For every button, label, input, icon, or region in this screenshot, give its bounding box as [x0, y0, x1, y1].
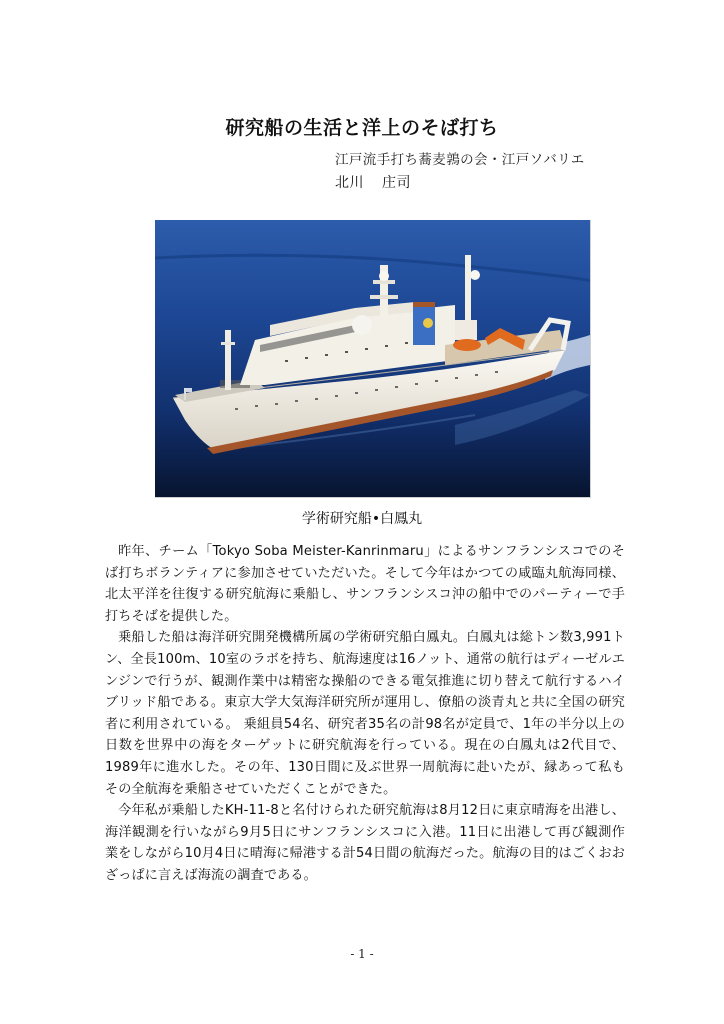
- paragraph-1: 昨年、チーム「Tokyo Soba Meister-Kanrinmaru」によるサンフランシスコでのそば打ちボランティアに参加させていただいた。そして今年はかつての咸臨丸航海同様、北太平洋を往復する研究航海に乗船し、サンフランシスコ沖の船中でのパーティーで手打ちそばを提供した。: [105, 544, 625, 624]
- ship-photo-illustration: [155, 220, 590, 497]
- article-body: [105, 541, 625, 887]
- paragraph-2: 乗船した船は海洋研究開発機構所属の学術研究船白鳳丸。白鳳丸は総トン数3,991トン、全長100m、10室のラボを持ち、航海速度は16ノット、通常の航行はディーゼルエンジンで行うが、観測作業中は精密な操船のできる電気推進に切り替えて航行するハイブリッド船である。東京大学大気海洋研究所が運用し、僚船の淡青丸と共に全国の研究者に利用されている。 乗組員54名、研究者35名の計98名が定員で、1年の半分以上の日数を世界中の海をターゲットに研究航海を行っている。現在の白鳳丸は2代目で、1989年に進水した。その年、130日間に及ぶ世界一周航海に赴いたが、縁あって私もその全航海を乗船させていただくことができた。: [105, 630, 625, 797]
- page-number: - 1 -: [350, 947, 374, 961]
- author-given-name: 庄司: [382, 175, 411, 191]
- document-title: 研究船の生活と洋上のそば打ち: [225, 116, 499, 139]
- paragraph-3: 今年私が乗船したKH-11-8と名付けられた研究航海は8月12日に東京晴海を出港し、海洋観測を行いながら9月5日にサンフランシスコに入港。11日に出港して再び観測作業をしながら10月4日に晴海に帰港する計54日間の航海だった。航海の目的はごくおおざっぱに言えば海流の調査である。: [105, 803, 625, 883]
- figure-caption: 学術研究船•白鳳丸: [301, 511, 423, 527]
- author-name: [335, 172, 411, 192]
- author-family-name: 北川: [335, 175, 364, 191]
- author-affiliation: 江戸流手打ち蕎麦鶉の会・江戸ソバリエ: [335, 152, 585, 168]
- ship-photo: [155, 220, 591, 498]
